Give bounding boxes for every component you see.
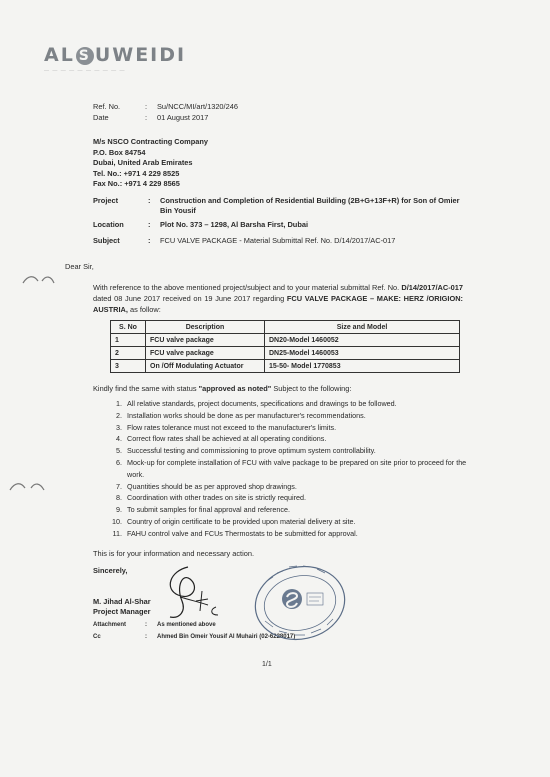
col-header-size-model: Size and Model bbox=[265, 321, 460, 334]
ref-label: Ref. No. bbox=[93, 102, 121, 111]
attachment-label: Attachment bbox=[93, 622, 127, 628]
list-item: 3. Flow rates tolerance must not exceed to the manufacturer's limits. bbox=[124, 422, 484, 434]
intro-paragraph: With reference to the above mentioned project/subject and to your material submittal Ref. No. D/14/2017/AC-017 dated 08 June 2017 received on 19 June 2017 regarding FCU VALVE PACKAGE – MAKE: HERZ /ORIGION: AUSTRIA, as follow: bbox=[93, 283, 463, 314]
conditions-list bbox=[108, 398, 484, 540]
logo-subtitle-arabic: — — — — — — — — — — bbox=[44, 68, 126, 74]
handwritten-signature bbox=[150, 557, 235, 627]
closing-line: This is for your information and necessary action. bbox=[93, 549, 255, 558]
table-row: 3 On /Off Modulating Actuator 15-50- Model 1770853 bbox=[111, 360, 460, 373]
addressee-city: Dubai, United Arab Emirates bbox=[93, 158, 193, 167]
package-name: FCU VALVE PACKAGE – MAKE: HERZ /ORIGION: AUSTRIA, bbox=[93, 294, 463, 314]
list-item: 6. Mock-up for complete installation of FCU with valve package to be prepared on site prior to proceed for the work. bbox=[124, 457, 484, 481]
company-logo bbox=[44, 44, 194, 74]
attachment-block: Attachment : As mentioned above Cc : Ahmed Bin Omeir Yousif Al Muhairi (02-6228017) bbox=[93, 619, 295, 643]
signatory-name: M. Jihad Al-Shar bbox=[93, 597, 151, 606]
list-item: 8. Coordination with other trades on site is strictly required. bbox=[124, 492, 484, 504]
logo-text-left: AL bbox=[44, 44, 75, 66]
date-label: Date bbox=[93, 113, 109, 122]
approval-status: "approved as noted" bbox=[198, 384, 272, 393]
company-stamp bbox=[243, 555, 353, 655]
col-header-description: Description bbox=[146, 321, 265, 334]
logo-text-right: UWEIDI bbox=[94, 44, 187, 66]
page-number: 1/1 bbox=[262, 661, 272, 668]
signatory-block bbox=[93, 597, 151, 617]
project-label: Project bbox=[93, 196, 119, 205]
project-value: Construction and Completion of Residential Building (2B+G+13F+R) for Son of Omier Bin Yousif bbox=[160, 196, 460, 215]
materials-table bbox=[110, 320, 460, 373]
logo-emblem-icon: S bbox=[76, 47, 94, 65]
addressee-pobox: P.O. Box 84754 bbox=[93, 147, 146, 157]
cc-value: Ahmed Bin Omeir Yousif Al Muhairi (02-6228017) bbox=[157, 634, 296, 640]
submittal-ref: D/14/2017/AC-017 bbox=[401, 283, 463, 292]
location-label: Location bbox=[93, 220, 124, 229]
date-value: 01 August 2017 bbox=[157, 113, 209, 122]
list-item: 11. FAHU control valve and FCUs Thermostats to be submitted for approval. bbox=[124, 528, 484, 540]
list-item: 4. Correct flow rates shall be achieved at all operating conditions. bbox=[124, 433, 484, 445]
attachment-value: As mentioned above bbox=[157, 622, 216, 628]
addressee-block bbox=[93, 137, 208, 190]
list-item: 9. To submit samples for final approval and reference. bbox=[124, 504, 484, 516]
col-header-sno: S. No bbox=[111, 321, 146, 334]
table-row: 2 FCU valve package DN25-Model 1460053 bbox=[111, 347, 460, 360]
punch-hole-mark bbox=[7, 480, 47, 494]
approval-status-line: Kindly find the same with status "approved as noted" Subject to the following: bbox=[93, 384, 352, 393]
addressee-tel: Tel. No.: +971 4 229 8525 bbox=[93, 168, 180, 178]
addressee-company: M/s NSCO Contracting Company bbox=[93, 137, 208, 146]
salutation: Dear Sir, bbox=[65, 262, 94, 271]
table-row: 1 FCU valve package DN20-Model 1460052 bbox=[111, 334, 460, 347]
addressee-fax: Fax No.: +971 4 229 8565 bbox=[93, 179, 180, 188]
punch-hole-mark bbox=[20, 273, 56, 287]
list-item: 1. All relative standards, project documents, specifications and drawings to be followed. bbox=[124, 398, 484, 410]
reference-block: Ref. No. : Su/NCC/MI/art/1320/246 Date : 01 August 2017 bbox=[93, 102, 238, 122]
cc-label: Cc bbox=[93, 634, 101, 640]
project-block: Project : Construction and Completion of Residential Building (2B+G+13F+R) for Son of Omier Bin Yousif Location : Plot No. 373 – 1298, Al Barsha First, Dubai Subject : FCU VALVE PACKAGE - Material Submittal Ref. No. D/14/2017/AC-017 bbox=[93, 196, 463, 250]
signatory-title: Project Manager bbox=[93, 607, 151, 616]
subject-label: Subject bbox=[93, 236, 120, 245]
list-item: 2. Installation works should be done as per manufacturer's recommendations. bbox=[124, 410, 484, 422]
table-header-row bbox=[111, 321, 460, 334]
list-item: 5. Successful testing and commissioning to prove optimum system controllability. bbox=[124, 445, 484, 457]
list-item: 7. Quantities should be as per approved shop drawings. bbox=[124, 481, 484, 493]
sign-off: Sincerely, bbox=[93, 566, 128, 575]
subject-value: FCU VALVE PACKAGE - Material Submittal Ref. No. D/14/2017/AC-017 bbox=[160, 236, 396, 245]
ref-value: Su/NCC/MI/art/1320/246 bbox=[157, 102, 238, 111]
location-value: Plot No. 373 – 1298, Al Barsha First, Dubai bbox=[160, 220, 309, 229]
list-item: 10. Country of origin certificate to be provided upon material delivery at site. bbox=[124, 516, 484, 528]
